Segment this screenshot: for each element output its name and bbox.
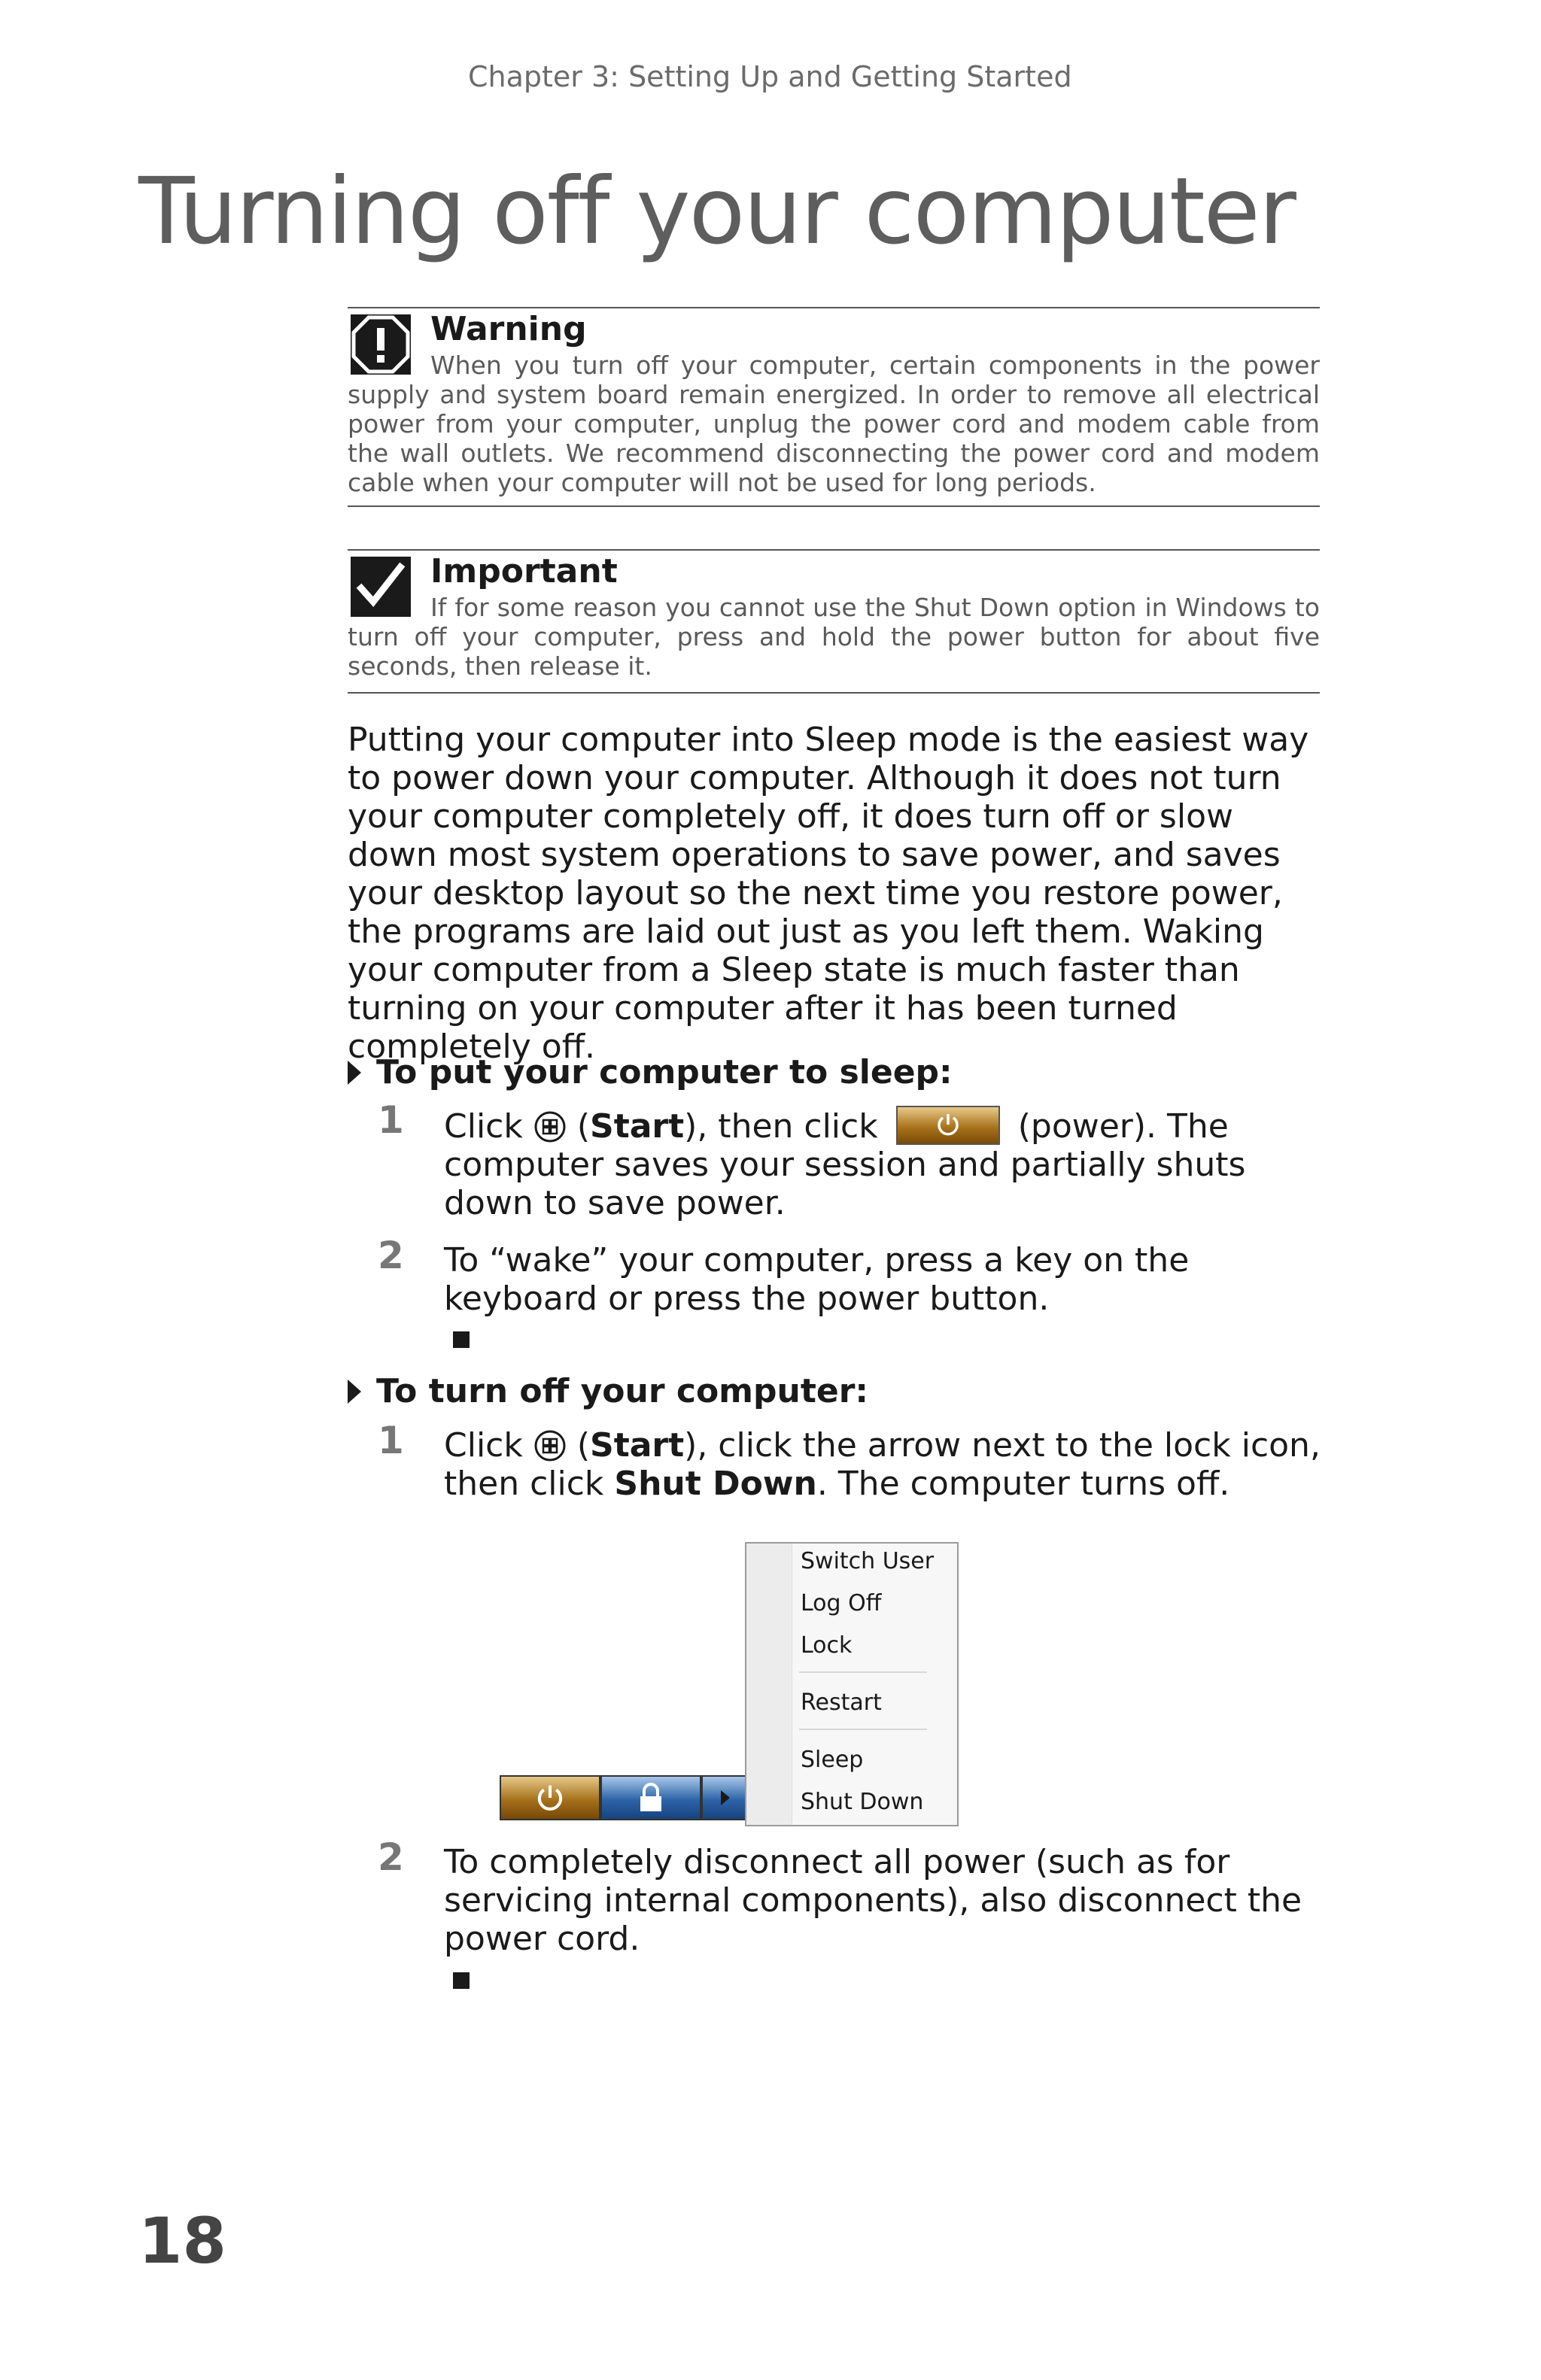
- taskbar-arrow-button: [701, 1775, 746, 1820]
- important-title: Important: [430, 552, 618, 590]
- important-body: If for some reason you cannot use the Shut Down option in Windows to turn off your computer, press and hold the power button for about five seconds, then release it.: [348, 593, 1320, 681]
- running-head: Chapter 3: Setting Up and Getting Started: [468, 60, 1072, 93]
- end-of-procedure-mark: [453, 1331, 470, 1348]
- menu-item-log-off[interactable]: Log Off: [801, 1590, 882, 1617]
- page-number: 18: [138, 2204, 226, 2278]
- menu-item-sleep[interactable]: Sleep: [801, 1747, 864, 1773]
- off-step-2: To completely disconnect all power (such as for servicing internal components), also disconnect the power cord.: [444, 1843, 1302, 1958]
- warning-title: Warning: [430, 310, 587, 348]
- menu-item-lock[interactable]: Lock: [801, 1632, 853, 1659]
- sleep-procedure-heading: To put your computer to sleep:: [348, 1053, 953, 1091]
- sleep-step-2: To “wake” your computer, press a key on the keyboard or press the power button.: [444, 1241, 1190, 1318]
- arrow-right-icon: [718, 1789, 733, 1807]
- shutdown-menu: [745, 1542, 959, 1826]
- taskbar-lock-button: [600, 1775, 701, 1820]
- step-number: 2: [378, 1835, 404, 1879]
- warning-note: [348, 307, 1320, 507]
- page-title: Turning off your computer: [138, 158, 1295, 265]
- menu-item-restart[interactable]: Restart: [801, 1689, 882, 1716]
- important-note: [348, 549, 1320, 694]
- shutdown-menu-figure: [500, 1542, 966, 1828]
- intro-paragraph: Putting your computer into Sleep mode is the easiest way to power down your computer. Although it does not turn your computer completely off, it does turn off or slow down most system operations to save power, and saves your desktop layout so the next time you restore power, the programs are laid out just as you left them. Waking your computer from a Sleep state is much faster than turning on your computer after it has been turned completely off.: [348, 721, 1309, 1066]
- checkmark-icon: [351, 557, 411, 617]
- windows-start-icon: [533, 1429, 567, 1462]
- sleep-step-1: Click (Start), then click (power). The computer saves your session and partially shuts down to save power.: [444, 1107, 1246, 1222]
- off-procedure-heading: To turn off your computer:: [348, 1372, 868, 1410]
- menu-separator: [799, 1729, 927, 1730]
- menu-item-shut-down[interactable]: Shut Down: [801, 1789, 924, 1815]
- end-of-procedure-mark: [453, 1972, 470, 1989]
- power-icon: [535, 1783, 565, 1813]
- warning-icon: [351, 314, 411, 375]
- warning-body: When you turn off your computer, certain components in the power supply and system board remain energized. In order to remove all electrical power from your computer, unplug the power cord and modem cable from the wall outlets. We recommend disconnecting the power cord and modem cable when your computer will not be used for long periods.: [348, 351, 1320, 497]
- triangle-bullet-icon: [348, 1380, 361, 1404]
- triangle-bullet-icon: [348, 1061, 361, 1085]
- menu-separator: [799, 1671, 927, 1673]
- step-number: 1: [378, 1419, 404, 1462]
- taskbar-power-button: [500, 1775, 600, 1820]
- menu-icon-strip: [746, 1544, 792, 1825]
- windows-start-icon: [533, 1110, 567, 1143]
- power-button-icon: [896, 1106, 1000, 1145]
- step-number: 1: [378, 1098, 404, 1142]
- lock-icon: [637, 1783, 664, 1813]
- step-number: 2: [378, 1234, 404, 1277]
- off-step-1: Click (Start), click the arrow next to the lock icon, then click Shut Down. The computer turns off.: [444, 1426, 1321, 1503]
- menu-item-switch-user[interactable]: Switch User: [801, 1548, 935, 1574]
